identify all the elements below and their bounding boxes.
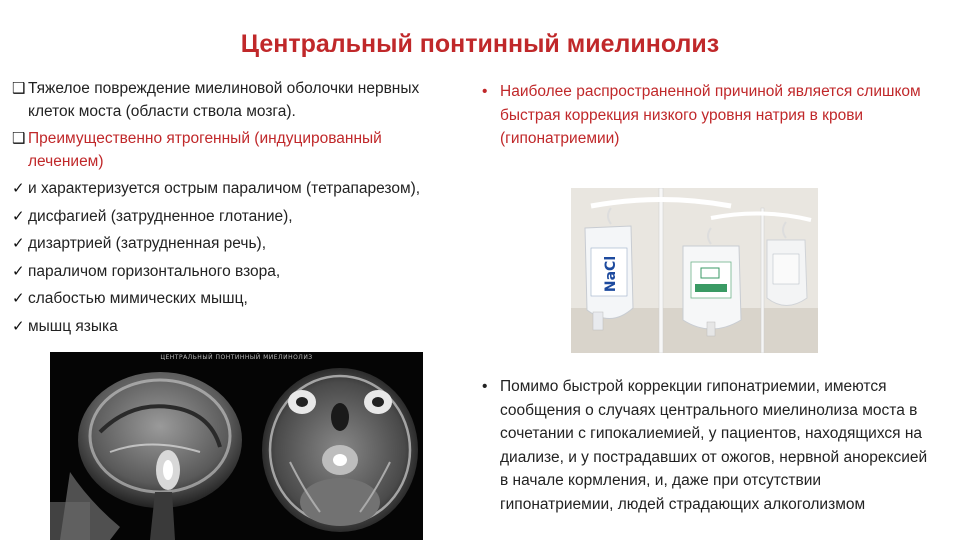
bullet-icon: • [482,83,488,100]
list-item [12,316,432,339]
iv-saline-bags-photo [571,188,818,353]
symptom-list [12,78,432,343]
checkmark-icon: ✓ [12,317,25,335]
list-item [12,261,432,284]
checkmark-icon: ✓ [12,180,25,197]
list-item-text: слабостью мимических мышц, [28,290,248,307]
checkbox-bullet-icon: ❑ [12,80,26,97]
checkmark-icon: ✓ [12,290,25,307]
list-item-text: Тяжелое повреждение миелиновой оболочки нервных клеток моста (области ствола мозга). [28,80,420,120]
iv-bags-illustration [571,188,818,353]
other-causes-paragraph [478,375,938,516]
list-item-text: Преимущественно ятрогенный (индуцированный лечением) [28,130,382,170]
iv-bag-label: NaCl [603,255,619,293]
bullet-icon: • [482,378,488,395]
checkmark-icon: ✓ [12,262,25,280]
list-item [12,178,432,201]
other-causes-text: Помимо быстрой коррекции гипонатриемии, имеются сообщения о случаях центрального миелинолиза моста в сочетании с гипокалиемией, у пациентов, находящихся на диализе, и у пострадавших от ожогов, нервной анорексией в начале кормления, и, даже при отсутствии гипонатриемии, людей страдающих алкоголизмом [500,378,928,513]
list-item-text: параличом горизонтального взора, [28,262,281,280]
checkmark-icon: ✓ [12,235,25,252]
list-item [12,78,432,123]
list-item [12,206,432,229]
list-item [12,288,432,311]
cause-text: Наиболее распространенной причиной является слишком быстрая коррекция низкого уровня натрия в крови (гипонатриемии) [500,83,921,147]
cause-paragraph [478,80,938,151]
list-item-text: мышц языка [28,317,118,335]
mri-scan-illustration [50,352,423,540]
mri-caption: ЦЕНТРАЛЬНЫЙ ПОНТИННЫЙ МИЕЛИНОЛИЗ [160,354,313,361]
mri-scan-image [50,352,423,540]
list-item-text: дисфагией (затрудненное глотание), [28,207,293,225]
list-item-text: и характеризуется острым параличом (тетрапарезом), [28,180,421,197]
list-item [12,128,432,173]
list-item-text: дизартрией (затрудненная речь), [28,235,267,252]
checkmark-icon: ✓ [12,207,25,225]
slide-title: Центральный понтинный миелинолиз [240,30,720,58]
list-item [12,233,432,256]
checkbox-bullet-icon: ❑ [12,130,26,147]
